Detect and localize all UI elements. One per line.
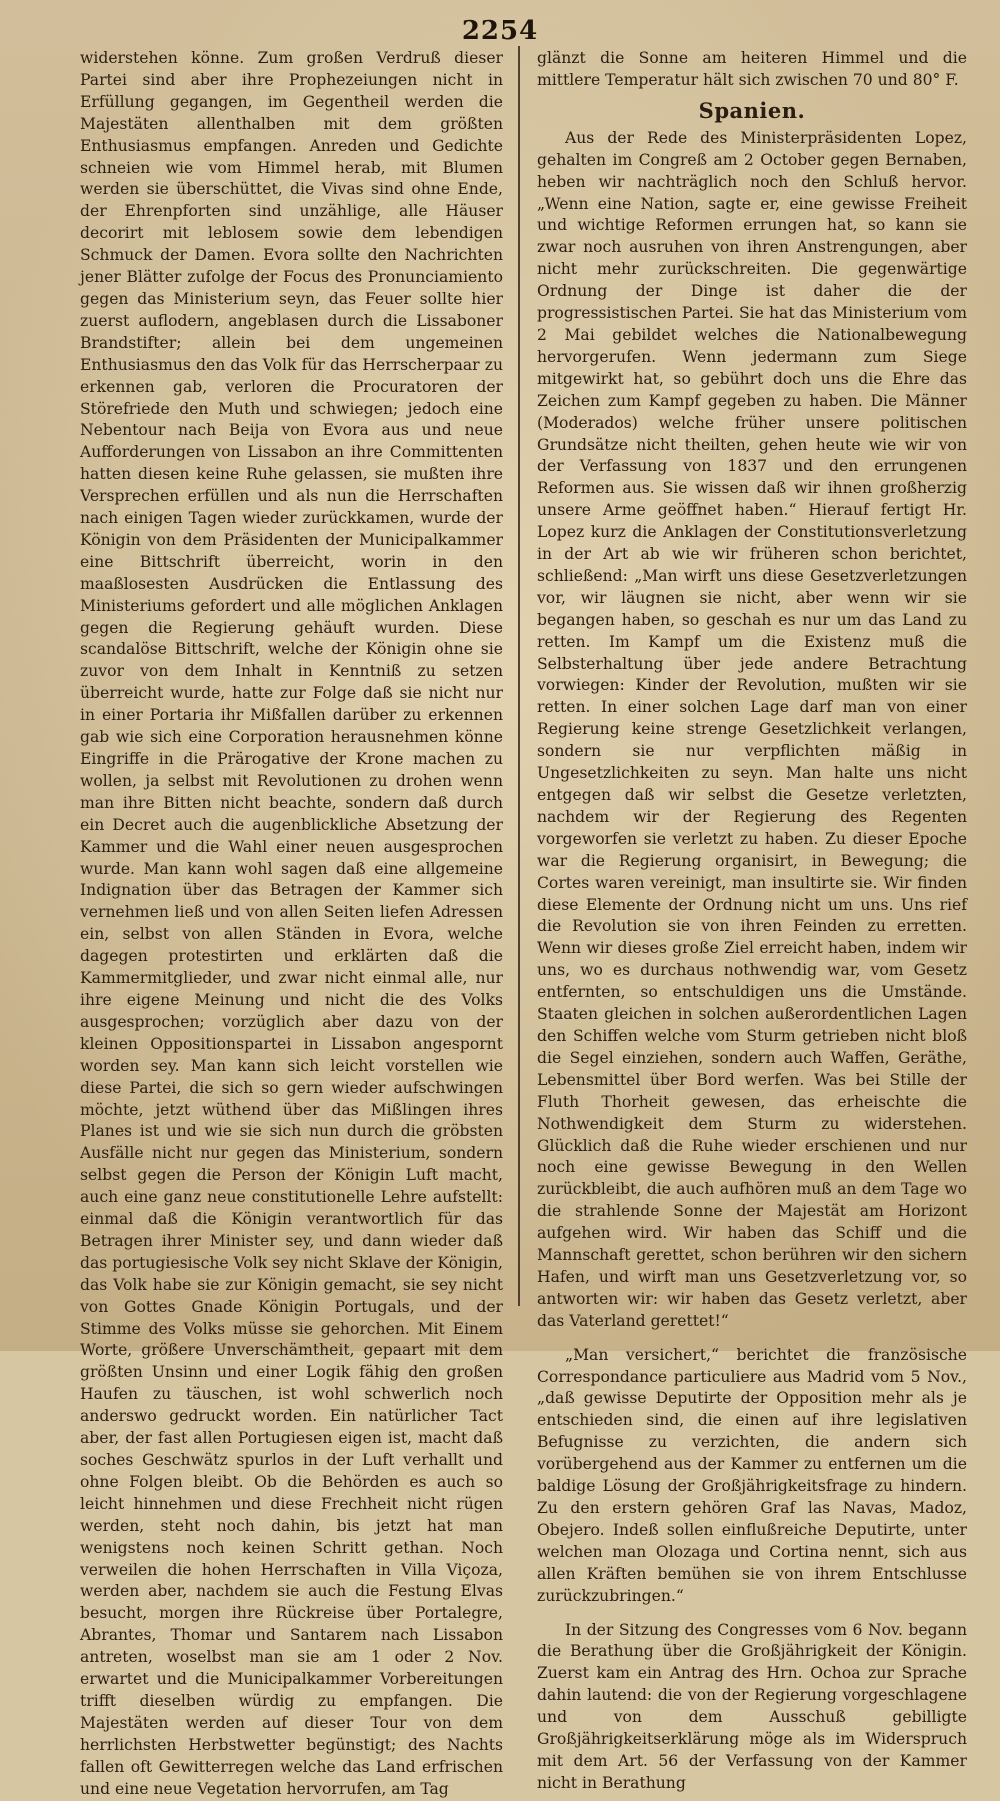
right-column [537,48,967,1792]
left-paragraph: widerstehen könne. Zum großen Verdruß dieser Partei sind aber ihre Prophezeiungen nicht in Erfüllung gegangen, im Gegentheil werden die Majestäten allenthalben mit dem größten Enthusiasmus empfangen. Anreden und Gedichte schneien wie vom Himmel herab, mit Blumen werden sie überschüttet, die Vivas sind ohne Ende, der Ehrenpforten sind unzählige, alle Häuser decorirt mit leblosem sowie dem lebendigen Schmuck der Damen. Evora sollte den Nachrichten jener Blätter zufolge der Focus des Pronunciamiento gegen das Ministerium seyn, das Feuer sollte hier zuerst auflodern, angeblasen durch die Lissaboner Brandstifter; allein bei dem ungemeinen Enthusiasmus den das Volk für das Herrscherpaar zu erkennen gab, verloren die Procuratoren der Störefriede den Muth und schwiegen; jedoch eine Nebentour nach Beija von Evora aus und neue Aufforderungen von Lissabon an ihre Committenten hatten diesen keine Ruhe gelassen, sie mußten ihre Versprechen erfüllen und als nun die Herrschaften nach einigen Tagen wieder zurückkamen, wurde der Königin von dem Präsidenten der Municipalkammer eine Bittschrift überreicht, worin in den maaßlosesten Ausdrücken die Entlassung des Ministeriums gefordert und alle möglichen Anklagen gegen die Regierung gehäuft wurden. Diese scandalöse Bittschrift, welche der Königin ohne sie zuvor von dem Inhalt in Kenntniß zu setzen überreicht wurde, hatte zur Folge daß sie nicht nur in einer Portaria ihr Mißfallen darüber zu erkennen gab wie sich eine Corporation herausnehmen könne Eingriffe in die Prärogative der Krone machen zu wollen, ja selbst mit Revolutionen zu drohen wenn man ihre Bitten nicht beachte, sondern daß durch ein Decret auch die augenblickliche Absetzung der Kammer und die Wahl einer neuen ausgesprochen wurde. Man kann wohl sagen daß eine allgemeine Indignation über das Betragen der Kammer sich vernehmen ließ und von allen Seiten liefen Adressen ein, selbst von allen Ständen in Evora, welche dagegen protestirten und erklärten daß die Kammermitglieder, und zwar nicht einmal alle, nur ihre eigene Meinung und nicht die des Volks ausgesprochen; vorzüglich aber dazu von der kleinen Oppositionspartei in Lissabon angespornt worden sey. Man kann sich leicht vorstellen wie diese Partei, die sich so gern wieder aufschwingen möchte, jetzt wüthend über das Mißlingen ihres Planes ist und wie sie sich nun durch die gröbsten Ausfälle nicht nur gegen das Ministerium, sondern selbst gegen die Person der Königin Luft macht, auch eine ganz neue constitutionelle Lehre aufstellt: einmal daß die Königin verantwortlich für das Betragen ihrer Minister sey, und dann wieder daß das portugiesische Volk sey nicht Sklave der Königin, das Volk habe sie zur Königin gemacht, sie sey nicht von Gottes Gnade Königin Portugals, und der Stimme des Volks müsse sie gehorchen. Mit Einem Worte, größere Unverschämtheit, gepaart mit dem größten Unsinn und einer Logik fähig den großen Haufen zu täuschen, ist wohl schwerlich noch anderswo gedruckt worden. Ein natürlicher Tact aber, der fast allen Portugiesen eigen ist, macht daß soches Geschwätz spurlos in der Luft verhallt und ohne Folgen bleibt. Ob die Behörden es auch so leicht hinnehmen und diese Frechheit nicht rügen werden, steht noch dahin, bis jetzt hat man wenigstens noch keinen Schritt gethan. Noch verweilen die hohen Herrschaften in Villa Viçoza, werden aber, nachdem sie auch die Festung Elvas besucht, morgen ihre Rückreise über Portalegre, Abrantes, Thomar und Santarem nach Lissabon antreten, woselbst man sie am 1 oder 2 Nov. erwartet und die Municipalkammer Vorbereitungen trifft dieselben würdig zu empfangen. Die Majestäten werden auf dieser Tour von dem herrlichsten Herbstwetter begünstigt; des Nachts fallen oft Gewitterregen welche das Land erfrischen und eine neue Vegetation hervorrufen, am Tag [80,49,503,1798]
left-column [80,48,503,1798]
page-number: 2254 [461,16,539,46]
right-paragraph: Aus der Rede des Ministerpräsidenten Lopez, gehalten im Congreß am 2 October gegen Bernaben, heben wir nachträglich noch den Schluß hervor. „Wenn eine Nation, sagte er, eine gewisse Freiheit und wichtige Reformen errungen hat, so kann sie zwar noch ausruhen von ihren Anstrengungen, aber nicht mehr zurückschreiten. Die gegenwärtige Ordnung der Dinge ist daher die der progressistischen Partei. Sie hat das Ministerium vom 2 Mai gebildet welches die Nationalbewegung hervorgerufen. Wenn jedermann zum Siege mitgewirkt hat, so gebührt doch uns die Ehre das Zeichen zum Kampf gegeben zu haben. Die Männer (Moderados) welche früher unsere politischen Grundsätze nicht theilten, gehen heute wie wir von der Verfassung von 1837 und den errungenen Reformen aus. Sie wissen daß wir ihnen großherzig unsere Arme geöffnet haben.“ Hierauf fertigt Hr. Lopez kurz die Anklagen der Constitutionsverletzung in der Art ab wie wir früheren schon berichtet, schließend: „Man wirft uns diese Gesetzverletzungen vor, wir läugnen sie nicht, aber wenn wir sie begangen haben, so geschah es nur um das Land zu retten. Im Kampf um die Existenz muß die Selbsterhaltung über jede andere Betrachtung vorwiegen: Kinder der Revolution, mußten wir sie retten. In einer solchen Lage darf man von einer Regierung keine strenge Gesetzlichkeit verlangen, sondern sie nur verpflichten mäßig in Ungesetzlichkeiten zu seyn. Man halte uns nicht entgegen daß wir selbst die Gesetze verletzten, nachdem wir der Regierung des Regenten vorgeworfen sie verletzt zu haben. Zu dieser Epoche war die Regierung organisirt, in Bewegung; die Cortes waren vereinigt, man insultirte sie. Wir finden diese Elemente der Ordnung nicht um uns. Uns rief die Revolution sie von ihren Feinden zu erretten. Wenn wir dieses große Ziel erreicht haben, indem wir uns, wo es durchaus nothwendig war, vom Gesetz entfernten, so entschuldigen uns die Umstände. Staaten gleichen in solchen außerordentlichen Lagen den Schiffen welche vom Sturm getrieben nicht bloß die Segel einziehen, sondern auch Waffen, Geräthe, Lebensmittel über Bord werfen. Was bei Stille der Fluth Thorheit gewesen, das erheischte die Nothwendigkeit dem Sturm zu widerstehen. Glücklich daß die Ruhe wieder erschienen und nur noch eine gewisse Bewegung in den Wellen zurückbleibt, die auch aufhören muß an dem Tage wo die strahlende Sonne der Majestät am Horizont aufgehen wird. Wir haben das Schiff und die Mannschaft gerettet, schon berühren wir den sichern Hafen, und wirft man uns Gesetzverletzung vor, so antworten wir: wir haben das Gesetz verletzt, aber das Vaterland gerettet!“ [537,128,967,1330]
right-paragraph: „Man versichert,“ berichtet die französische Correspondance particuliere aus Madrid vom 5 Nov., „daß gewisse Deputirte der Opposition mehr als je entschieden sind, die einen auf ihre legislativen Befugnisse zu verzichten, die andern sich vorübergehend aus der Kammer zu entfernen um die baldige Lösung der Großjährigkeitsfrage zu hindern. Zu den erstern gehören Graf las Navas, Madoz, Obejero. Indeß sollen einflußreiche Deputirte, unter welchen man Olozaga und Cortina nennt, sich aus allen Kräften bemühen sie von ihrem Entschlusse zurückzubringen.“ [537,1345,967,1605]
right-paragraph: In der Sitzung des Congresses vom 6 Nov. begann die Berathung über die Großjährigkeit der Königin. Zuerst kam ein Antrag des Hrn. Ochoa zur Sprache dahin lautend: die von der Regierung vorgeschlagene und von dem Ausschuß gebilligte Großjährigkeitserklärung möge als im Widerspruch mit dem Art. 56 der Verfassung von der Kammer nicht in Berathung [537,1620,967,1792]
section-heading-spain: Spanien. [698,97,806,123]
right-intro-text: glänzt die Sonne am heiteren Himmel und die mittlere Temperatur hält sich zwischen 70 und 80° F. [537,49,967,89]
column-divider [518,46,520,1306]
